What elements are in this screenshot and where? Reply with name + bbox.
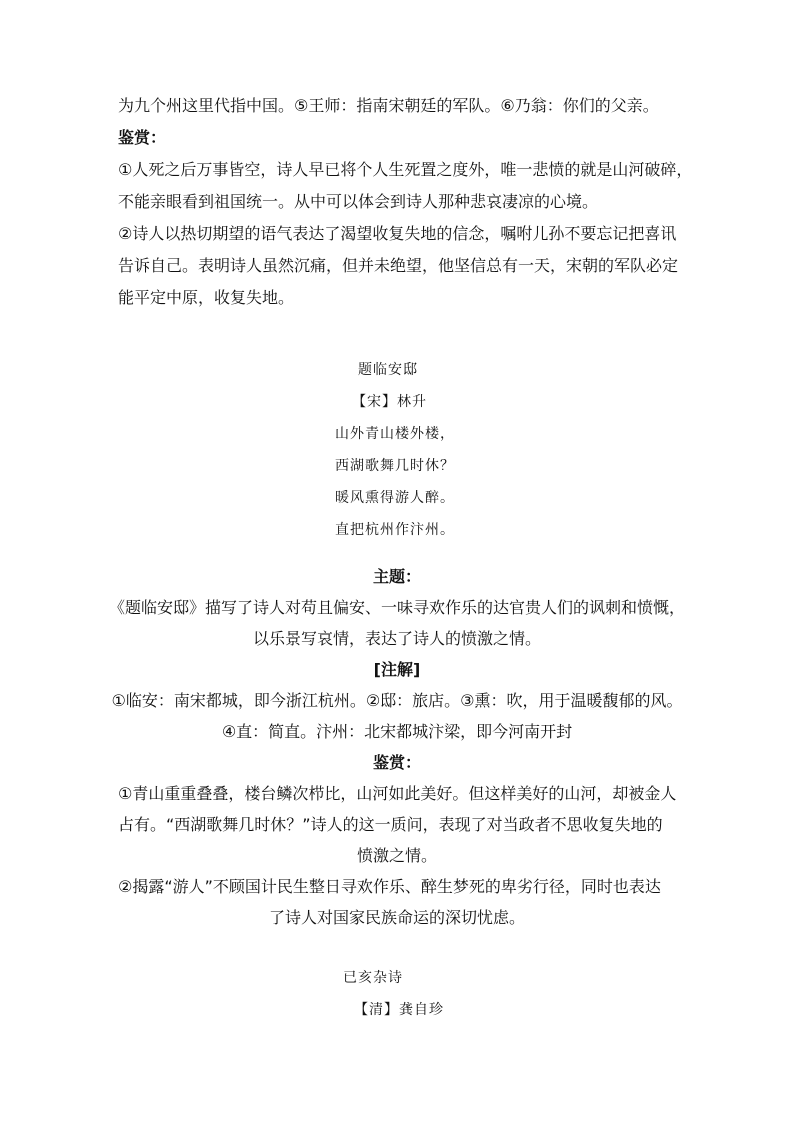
poem-line: 山外青山楼外楼， xyxy=(335,426,455,442)
appreciation-paragraph-line: ①人死之后万事皆空，诗人早已将个人生死置之度外，唯一悲愤的就是山河破碎， xyxy=(118,160,693,179)
poem-author: 【宋】林升 xyxy=(352,394,427,410)
appreciation-paragraph-line: ①青山重重叠叠，楼台鳞次栉比，山河如此美好。但这样美好的山河，却被金人 xyxy=(118,784,677,803)
appreciation-paragraph-line: 能平定中原，收复失地。 xyxy=(118,288,295,307)
poem-line: 西湖歌舞几时休？ xyxy=(335,458,455,474)
appreciation-paragraph-line: 愤激之情。 xyxy=(356,846,437,865)
poem-line: 直把杭州作汴州。 xyxy=(335,522,455,538)
notes-line: ①临安：南宋都城，即今浙江杭州。②邸：旅店。③熏：吹，用于温暖馥郁的风。 xyxy=(111,691,683,710)
appreciation-heading: 鉴赏： xyxy=(118,128,167,147)
poem-title: 题临安邸 xyxy=(358,362,418,378)
poem-author: 【清】龚自珍 xyxy=(354,1002,444,1018)
poem-title: 已亥杂诗 xyxy=(343,970,403,986)
note-line: 为九个州这里代指中国。⑤王师：指南宋朝廷的军队。⑥乃翁：你们的父亲。 xyxy=(118,96,659,115)
appreciation-paragraph-line: 不能亲眼看到祖国统一。从中可以体会到诗人那种悲哀凄凉的心境。 xyxy=(118,192,599,211)
theme-line: 《题临安邸》描写了诗人对苟且偏安、一味寻欢作乐的达官贵人们的讽刺和愤慨， xyxy=(108,598,685,617)
appreciation-paragraph-line: 了诗人对国家民族命运的深切忧虑。 xyxy=(268,908,525,927)
appreciation-heading: 鉴赏： xyxy=(372,753,421,772)
appreciation-paragraph-line: 占有。“西湖歌舞几时休？”诗人的这一质问，表现了对当政者不思收复失地的 xyxy=(118,815,663,834)
appreciation-paragraph-line: 告诉自己。表明诗人虽然沉痛，但并未绝望，他坚信总有一天，宋朝的军队必定 xyxy=(118,256,679,275)
appreciation-paragraph-line: ②揭露“游人”不顾国计民生整日寻欢作乐、醉生梦死的卑劣行径，同时也表达 xyxy=(118,877,661,896)
notes-line: ④直：简直。汴州：北宋都城汴梁，即今河南开封 xyxy=(221,722,573,741)
poem-line: 暖风熏得游人醉。 xyxy=(335,490,455,506)
appreciation-paragraph-line: ②诗人以热切期望的语气表达了渴望收复失地的信念，嘱咐儿孙不要忘记把喜讯 xyxy=(118,224,677,243)
theme-heading: 主题： xyxy=(372,567,421,586)
notes-heading: [注解] xyxy=(373,660,421,679)
theme-line: 以乐景写哀情，表达了诗人的愤激之情。 xyxy=(252,629,541,648)
